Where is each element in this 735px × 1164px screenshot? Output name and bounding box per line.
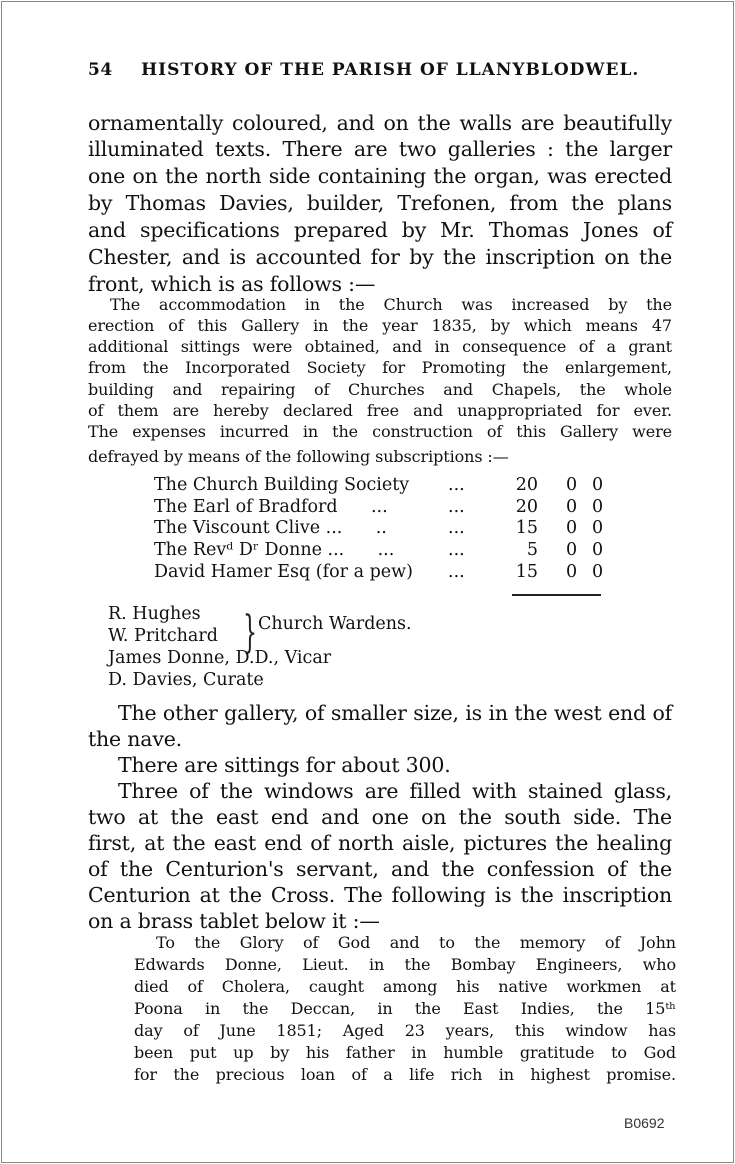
text-line: by Thomas Davies, builder, Trefonen, from the plans: [88, 191, 672, 215]
page-number: 54: [88, 60, 113, 80]
text-line: on a brass tablet below it :—: [88, 909, 380, 933]
warden-2: W. Pritchard: [108, 626, 218, 646]
leader-dots: ...: [448, 540, 465, 561]
text-line: Poona in the Deccan, in the East Indies, the 15ᵗʰ: [134, 999, 676, 1018]
text-line: from the Incorporated Society for Promoting the enlargement,: [88, 358, 672, 377]
subscriber-name: The Revᵈ Dʳ Donne ... ...: [154, 540, 395, 561]
subscriber-name: The Viscount Clive ... ..: [154, 518, 387, 539]
text-line: Edwards Donne, Lieut. in the Bombay Engineers, who: [134, 955, 676, 974]
text-line: for the precious loan of a life rich in highest promise.: [134, 1065, 676, 1084]
text-line: erection of this Gallery in the year 1835, by which means 47: [88, 316, 672, 335]
text-line: one on the north side containing the organ, was erected: [88, 164, 672, 188]
text-line: of them are hereby declared free and unappropriated for ever.: [88, 401, 672, 420]
text-line: front, which is as follows :—: [88, 272, 376, 296]
text-line: Chester, and is accounted for by the inscription on the: [88, 245, 672, 269]
shillings: 0: [566, 561, 578, 582]
pounds: 5: [526, 540, 538, 561]
pence: 0: [592, 540, 604, 561]
text-line: additional sittings were obtained, and in consequence of a grant: [88, 337, 672, 356]
text-line: To the Glory of God and to the memory of John: [156, 933, 676, 952]
leader-dots: ...: [448, 496, 465, 517]
subscription-row: [154, 497, 614, 517]
leader-dots: ...: [448, 518, 465, 539]
text-line: and specifications prepared by Mr. Thomas Jones of: [88, 218, 672, 242]
shillings: 0: [566, 496, 578, 517]
sum-rule: [512, 594, 601, 596]
running-header: [88, 60, 639, 80]
shillings: 0: [566, 475, 578, 495]
shillings: 0: [566, 540, 578, 561]
text-line: The other gallery, of smaller size, is in the west end of: [118, 701, 672, 725]
subscriber-name: The Earl of Bradford ...: [154, 496, 388, 517]
pence: 0: [592, 561, 604, 582]
pounds: 20: [515, 475, 538, 495]
text-line: died of Cholera, caught among his native workmen at: [134, 977, 676, 996]
subscription-row: [154, 475, 614, 495]
subscription-row: [154, 562, 614, 582]
leader-dots: ...: [448, 475, 465, 495]
vicar: James Donne, D.D., Vicar: [108, 648, 332, 668]
leader-dots: ...: [448, 561, 465, 582]
pounds: 15: [515, 518, 538, 539]
text-line: day of June 1851; Aged 23 years, this window has: [134, 1021, 676, 1040]
pounds: 20: [515, 496, 538, 517]
subscription-row: [154, 518, 614, 538]
subscription-row: [154, 540, 614, 560]
text-line: the nave.: [88, 727, 182, 751]
subscriber-name: The Church Building Society: [154, 475, 410, 495]
wardens-label: Church Wardens.: [258, 614, 412, 634]
text-line: building and repairing of Churches and Chapels, the whole: [88, 380, 672, 399]
text-line: Centurion at the Cross. The following is the inscription: [88, 883, 672, 907]
running-title: HISTORY OF THE PARISH OF LLANYBLODWEL.: [141, 60, 640, 80]
text-line: illuminated texts. There are two galleries : the larger: [88, 137, 672, 161]
text-line: two at the east end and one on the south side. The: [88, 805, 672, 829]
text-line: defrayed by means of the following subscriptions :—: [88, 447, 509, 466]
text-line: first, at the east end of north aisle, pictures the healing: [88, 831, 672, 855]
pounds: 15: [515, 561, 538, 582]
subscriber-name: David Hamer Esq (for a pew): [154, 561, 413, 582]
footer-code: B0692: [624, 1115, 665, 1131]
pence: 0: [592, 518, 604, 539]
text-line: The accommodation in the Church was increased by the: [110, 295, 672, 314]
text-line: of the Centurion's servant, and the confession of the: [88, 857, 672, 881]
text-line: been put up by his father in humble gratitude to God: [134, 1043, 676, 1062]
shillings: 0: [566, 518, 578, 539]
pence: 0: [592, 496, 604, 517]
text-line: ornamentally coloured, and on the walls are beautifully: [88, 111, 672, 135]
pence: 0: [592, 475, 604, 495]
text-line: The expenses incurred in the construction of this Gallery were: [88, 422, 672, 441]
text-line: There are sittings for about 300.: [118, 753, 451, 777]
warden-1: R. Hughes: [108, 604, 201, 624]
brace: }: [243, 607, 257, 658]
text-line: Three of the windows are filled with stained glass,: [118, 779, 672, 803]
curate: D. Davies, Curate: [108, 670, 264, 690]
